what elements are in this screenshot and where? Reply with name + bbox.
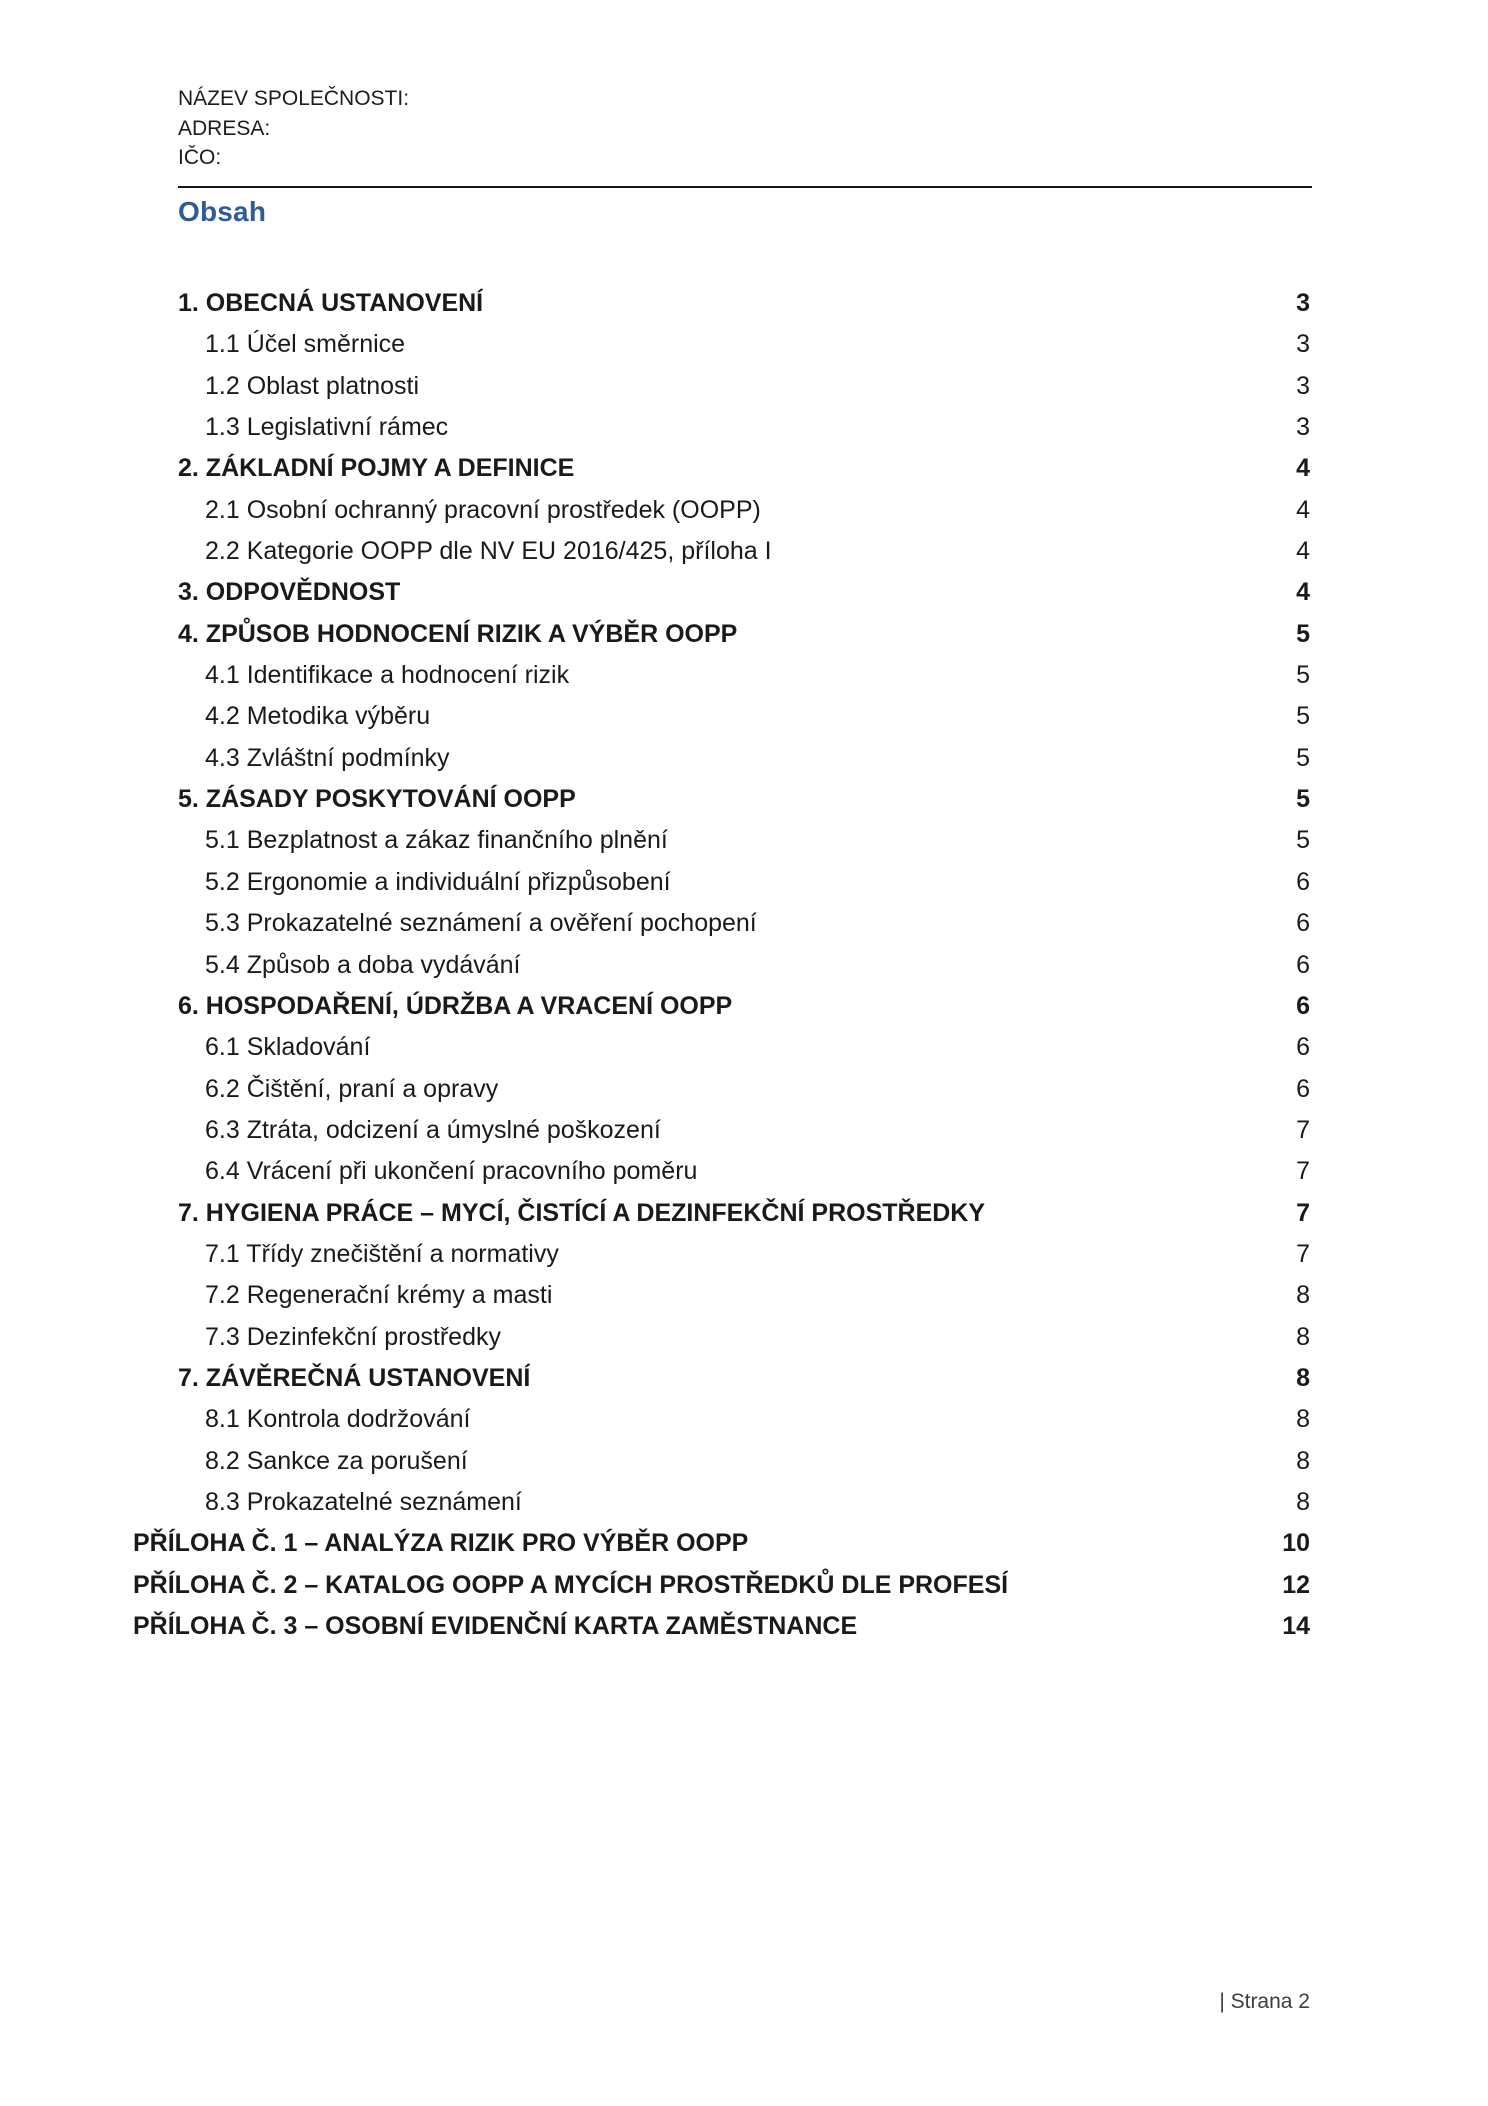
toc-entry-page: 3 — [1296, 413, 1310, 442]
toc-entry-page: 8 — [1296, 1363, 1310, 1392]
toc-entry-page: 7 — [1296, 1115, 1310, 1144]
toc-row — [133, 1358, 1310, 1399]
toc-row — [133, 324, 1310, 365]
toc-entry-label: 1.1 Účel směrnice — [205, 330, 406, 359]
toc-entry-label: 5.4 Způsob a doba vydávání — [205, 950, 521, 979]
toc-row — [133, 903, 1310, 944]
toc-row — [133, 862, 1310, 903]
toc-entry-page: 14 — [1282, 1612, 1310, 1640]
toc-entry-label: 6.4 Vrácení při ukončení pracovního poměru — [205, 1157, 698, 1186]
toc-entry-label: 7. HYGIENA PRÁCE – MYCÍ, ČISTÍCÍ A DEZINFEKČNÍ PROSTŘEDKY — [178, 1198, 986, 1227]
page-footer: | Strana 2 — [1219, 1990, 1310, 2013]
toc-row — [133, 986, 1310, 1027]
toc-entry-label: 8.1 Kontrola dodržování — [205, 1405, 471, 1434]
toc-entry-page: 4 — [1296, 495, 1310, 524]
toc-row — [133, 1482, 1310, 1523]
toc-row — [133, 1110, 1310, 1151]
toc-entry-label: 1. OBECNÁ USTANOVENÍ — [178, 289, 484, 317]
toc-row — [133, 1027, 1310, 1068]
toc-entry-label: 7.2 Regenerační krémy a masti — [205, 1281, 553, 1310]
toc-entry-page: 6 — [1296, 867, 1310, 896]
header-divider — [178, 186, 1312, 188]
toc-entry-label: 4.3 Zvláštní podmínky — [205, 743, 450, 772]
toc-entry-label: 4. ZPŮSOB HODNOCENÍ RIZIK A VÝBĚR OOPP — [178, 619, 738, 648]
toc-row — [133, 696, 1310, 737]
toc-row — [133, 490, 1310, 531]
toc-entry-page: 5 — [1296, 619, 1310, 648]
toc-row — [133, 1193, 1310, 1234]
toc-row — [133, 779, 1310, 820]
toc-entry-page: 5 — [1296, 743, 1310, 772]
toc-entry-label: 6.1 Skladování — [205, 1033, 371, 1062]
toc-entry-label: 6.2 Čištění, praní a opravy — [205, 1074, 499, 1103]
table-of-contents — [133, 283, 1310, 1647]
toc-row — [133, 448, 1310, 489]
toc-entry-page: 8 — [1296, 1281, 1310, 1310]
toc-row — [133, 614, 1310, 655]
toc-entry-page: 7 — [1296, 1239, 1310, 1268]
toc-row — [133, 572, 1310, 613]
toc-entry-page: 7 — [1296, 1157, 1310, 1186]
toc-entry-label: 7. ZÁVĚREČNÁ USTANOVENÍ — [178, 1363, 531, 1392]
toc-entry-page: 8 — [1296, 1322, 1310, 1351]
toc-entry-page: 10 — [1282, 1529, 1310, 1558]
toc-row — [133, 1234, 1310, 1275]
toc-entry-page: 5 — [1296, 702, 1310, 731]
address-label: ADRESA: — [178, 116, 271, 140]
toc-entry-page: 3 — [1296, 371, 1310, 400]
toc-entry-label: PŘÍLOHA Č. 2 – KATALOG OOPP A MYCÍCH PROSTŘEDKŮ DLE PROFESÍ — [133, 1570, 1009, 1599]
toc-entry-label: 7.1 Třídy znečištění a normativy — [205, 1239, 559, 1268]
toc-entry-label: 5. ZÁSADY POSKYTOVÁNÍ OOPP — [178, 785, 576, 814]
toc-entry-label: 5.3 Prokazatelné seznámení a ověření pochopení — [205, 909, 757, 938]
toc-entry-page: 12 — [1282, 1570, 1310, 1599]
toc-row — [133, 283, 1310, 324]
toc-entry-label: 6.3 Ztráta, odcizení a úmyslné poškození — [205, 1115, 661, 1144]
toc-entry-page: 8 — [1296, 1446, 1310, 1475]
toc-entry-page: 6 — [1296, 1033, 1310, 1062]
toc-entry-label: 6. HOSPODAŘENÍ, ÚDRŽBA A VRACENÍ OOPP — [178, 991, 733, 1020]
toc-entry-label: 8.2 Sankce za porušení — [205, 1446, 468, 1475]
toc-entry-page: 3 — [1296, 289, 1310, 317]
toc-entry-page: 8 — [1296, 1487, 1310, 1516]
toc-entry-label: 5.1 Bezplatnost a zákaz finančního plnění — [205, 826, 668, 855]
toc-row — [133, 655, 1310, 696]
toc-row — [133, 1399, 1310, 1440]
company-header — [178, 84, 409, 173]
toc-entry-page: 4 — [1296, 537, 1310, 566]
toc-row — [133, 738, 1310, 779]
toc-entry-label: 1.3 Legislativní rámec — [205, 413, 449, 442]
toc-entry-label: 2.2 Kategorie OOPP dle NV EU 2016/425, příloha I — [205, 537, 772, 566]
toc-row — [133, 1275, 1310, 1316]
toc-row — [133, 1523, 1310, 1564]
toc-entry-label: PŘÍLOHA Č. 1 – ANALÝZA RIZIK PRO VÝBĚR OOPP — [133, 1529, 749, 1558]
toc-row — [133, 1606, 1310, 1647]
toc-entry-page: 6 — [1296, 991, 1310, 1020]
toc-entry-page: 4 — [1296, 578, 1310, 607]
company-name-label: NÁZEV SPOLEČNOSTI: — [178, 87, 410, 110]
toc-entry-page: 5 — [1296, 661, 1310, 690]
toc-row — [133, 945, 1310, 986]
toc-entry-label: 3. ODPOVĚDNOST — [178, 578, 401, 607]
toc-row — [133, 531, 1310, 572]
toc-row — [133, 1151, 1310, 1192]
toc-row — [133, 1317, 1310, 1358]
toc-entry-label: 8.3 Prokazatelné seznámení — [205, 1487, 522, 1516]
toc-row — [133, 1565, 1310, 1606]
toc-entry-page: 5 — [1296, 826, 1310, 855]
toc-entry-page: 5 — [1296, 785, 1310, 814]
toc-entry-label: 5.2 Ergonomie a individuální přizpůsobení — [205, 867, 671, 896]
toc-entry-page: 6 — [1296, 909, 1310, 938]
toc-entry-label: 2. ZÁKLADNÍ POJMY A DEFINICE — [178, 454, 575, 483]
toc-entry-page: 6 — [1296, 1074, 1310, 1103]
toc-entry-page: 7 — [1296, 1198, 1310, 1227]
toc-row — [133, 1441, 1310, 1482]
toc-entry-label: 4.1 Identifikace a hodnocení rizik — [205, 661, 570, 690]
toc-entry-page: 3 — [1296, 330, 1310, 359]
toc-entry-page: 8 — [1296, 1405, 1310, 1434]
toc-entry-page: 4 — [1296, 454, 1310, 483]
ico-label: IČO: — [178, 146, 222, 169]
toc-row — [133, 820, 1310, 861]
toc-entry-label: 1.2 Oblast platnosti — [205, 371, 420, 400]
toc-entry-label: PŘÍLOHA Č. 3 – OSOBNÍ EVIDENČNÍ KARTA ZAMĚSTNANCE — [133, 1612, 858, 1640]
toc-row — [133, 407, 1310, 448]
toc-row — [133, 1069, 1310, 1110]
toc-entry-label: 4.2 Metodika výběru — [205, 702, 431, 731]
toc-row — [133, 366, 1310, 407]
toc-entry-page: 6 — [1296, 950, 1310, 979]
toc-entry-label: 7.3 Dezinfekční prostředky — [205, 1322, 501, 1351]
toc-heading: Obsah — [178, 196, 267, 227]
toc-entry-label: 2.1 Osobní ochranný pracovní prostředek (OOPP) — [205, 495, 761, 524]
